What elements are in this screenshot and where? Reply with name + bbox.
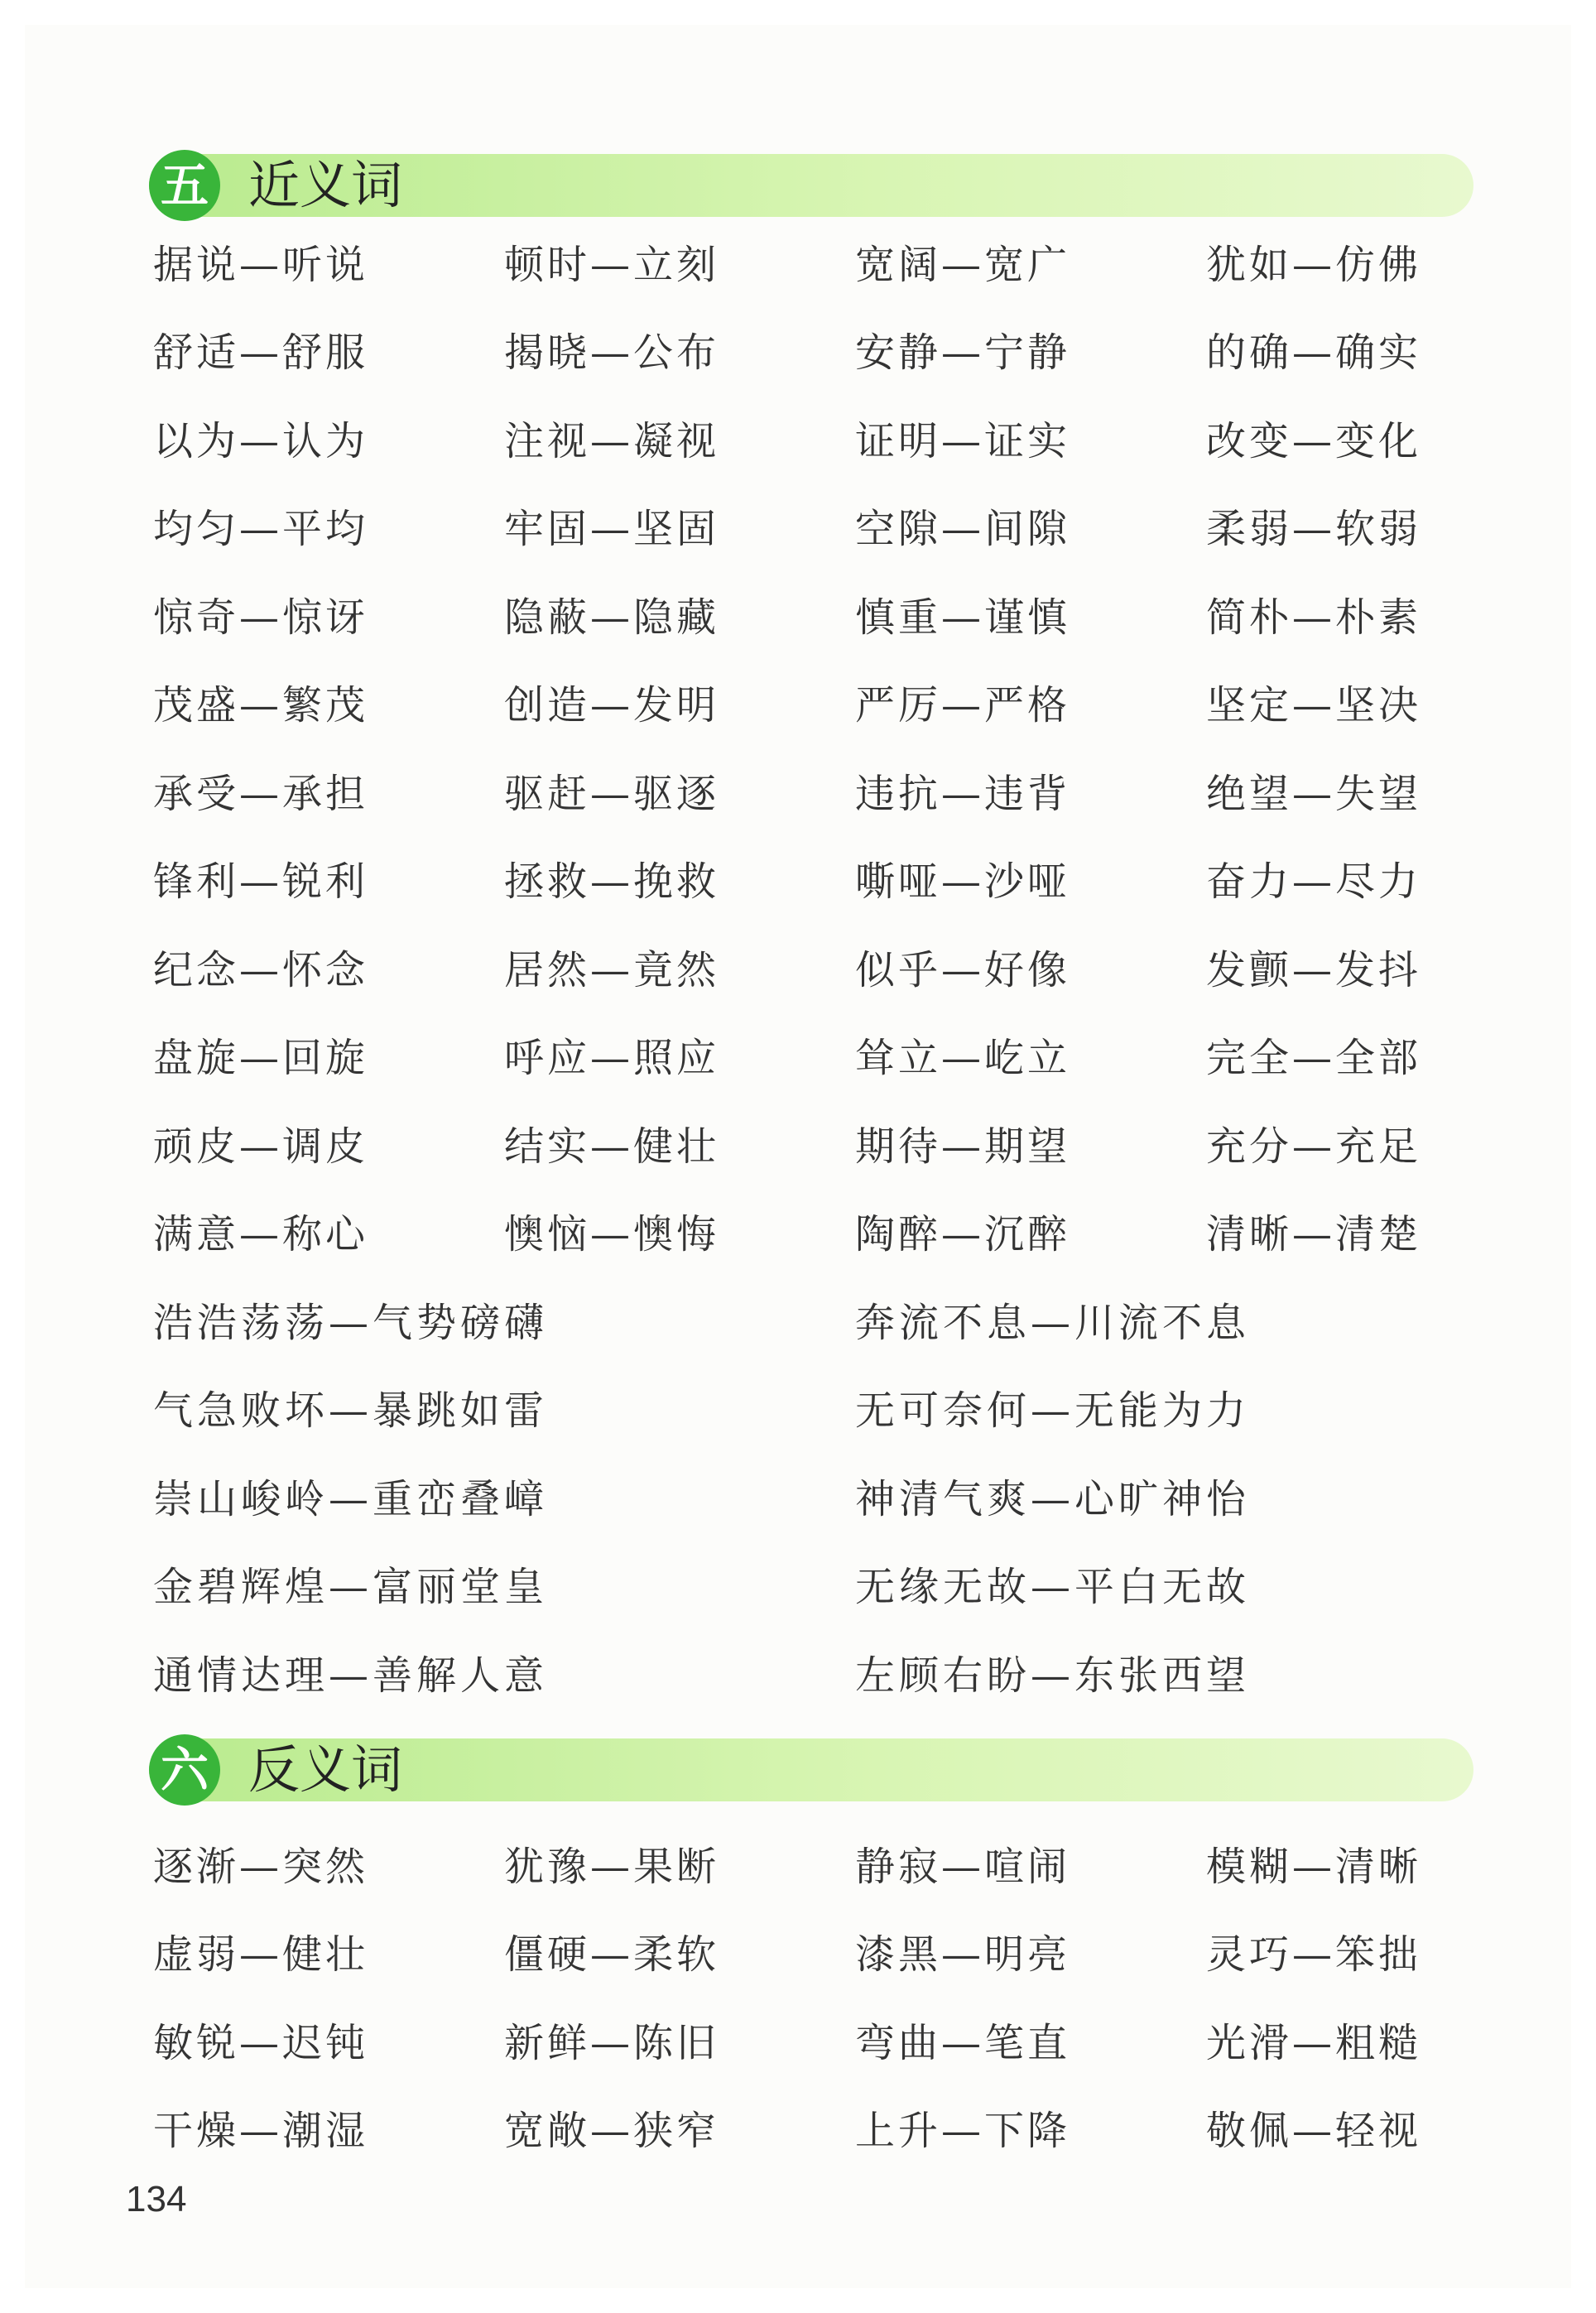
synonym-pair: 改变—变化 xyxy=(1206,417,1422,464)
synonym-pair: 安静—宁静 xyxy=(855,329,1071,377)
antonym-pair: 上升—下降 xyxy=(855,2108,1071,2155)
synonym-idiom-pair: 通情达理—善解人意 xyxy=(153,1652,549,1699)
synonyms-title: 近义词 xyxy=(248,155,403,215)
synonym-pair: 拯救—挽救 xyxy=(504,858,720,906)
antonym-pair: 敬佩—轻视 xyxy=(1206,2108,1422,2155)
antonym-pair: 犹豫—果断 xyxy=(504,1843,720,1890)
synonym-pair: 舒适—舒服 xyxy=(153,329,369,377)
synonym-pairs-grid xyxy=(153,217,1511,1275)
synonym-pair: 均匀—平均 xyxy=(153,506,369,553)
synonym-pair: 懊恼—懊悔 xyxy=(504,1211,720,1258)
synonym-pair: 居然—竟然 xyxy=(504,946,720,993)
synonym-pair: 违抗—违背 xyxy=(855,770,1071,817)
synonym-pair: 盘旋—回旋 xyxy=(153,1035,369,1082)
antonym-pair: 逐渐—突然 xyxy=(153,1843,369,1890)
synonym-pair: 注视—凝视 xyxy=(504,417,720,464)
synonym-pair: 柔弱—软弱 xyxy=(1206,506,1422,553)
synonym-pair: 驱赶—驱逐 xyxy=(504,770,720,817)
synonym-pair: 慎重—谨慎 xyxy=(855,594,1071,641)
synonym-pair: 坚定—坚决 xyxy=(1206,682,1422,729)
page-number: 134 xyxy=(126,2179,187,2219)
synonym-idiom-pair: 左顾右盼—东张西望 xyxy=(855,1652,1251,1699)
synonym-pair: 陶醉—沉醉 xyxy=(855,1211,1071,1258)
synonym-idiom-pair: 金碧辉煌—富丽堂皇 xyxy=(153,1564,549,1611)
antonym-pair: 宽敞—狭窄 xyxy=(504,2108,720,2155)
synonym-pair: 满意—称心 xyxy=(153,1211,369,1258)
synonym-pair: 犹如—仿佛 xyxy=(1206,241,1422,288)
antonym-pair: 虚弱—健壮 xyxy=(153,1931,369,1979)
synonym-pair: 期待—期望 xyxy=(855,1123,1071,1170)
antonyms-number-badge: 六 xyxy=(149,1734,220,1806)
synonym-pair: 清晰—清楚 xyxy=(1206,1211,1422,1258)
antonym-pair: 漆黑—明亮 xyxy=(855,1931,1071,1979)
antonym-pair: 新鲜—陈旧 xyxy=(504,2019,720,2066)
antonym-pairs-grid xyxy=(153,1819,1511,2171)
synonym-pair: 嘶哑—沙哑 xyxy=(855,858,1071,906)
synonym-pair: 承受—承担 xyxy=(153,770,369,817)
synonym-pair: 以为—认为 xyxy=(153,417,369,464)
antonym-pair: 弯曲—笔直 xyxy=(855,2019,1071,2066)
synonym-idiom-pair: 奔流不息—川流不息 xyxy=(855,1299,1251,1346)
synonym-pair: 据说—听说 xyxy=(153,241,369,288)
synonym-pair: 宽阔—宽广 xyxy=(855,241,1071,288)
synonym-pair: 耸立—屹立 xyxy=(855,1035,1071,1082)
antonym-pair: 静寂—喧闹 xyxy=(855,1843,1071,1890)
synonym-idiom-pair: 无可奈何—无能为力 xyxy=(855,1387,1251,1435)
synonym-idiom-pair: 无缘无故—平白无故 xyxy=(855,1564,1251,1611)
synonym-idiom-pair: 神清气爽—心旷神怡 xyxy=(855,1475,1251,1522)
antonym-pair: 敏锐—迟钝 xyxy=(153,2019,369,2066)
synonym-pair: 充分—充足 xyxy=(1206,1123,1422,1170)
synonym-pair: 隐蔽—隐藏 xyxy=(504,594,720,641)
antonym-pair: 干燥—潮湿 xyxy=(153,2108,369,2155)
antonyms-title: 反义词 xyxy=(248,1739,403,1800)
synonym-pair: 结实—健壮 xyxy=(504,1123,720,1170)
synonym-pair: 证明—证实 xyxy=(855,417,1071,464)
synonym-pair: 发颤—发抖 xyxy=(1206,946,1422,993)
synonym-pair: 简朴—朴素 xyxy=(1206,594,1422,641)
synonym-pair: 奋力—尽力 xyxy=(1206,858,1422,906)
synonym-pair: 绝望—失望 xyxy=(1206,770,1422,817)
synonym-pair: 顽皮—调皮 xyxy=(153,1123,369,1170)
synonym-pair: 似乎—好像 xyxy=(855,946,1071,993)
synonym-idioms-grid xyxy=(153,1275,1511,1716)
synonyms-number-badge: 五 xyxy=(149,150,220,221)
synonym-pair: 空隙—间隙 xyxy=(855,506,1071,553)
synonym-pair: 创造—发明 xyxy=(504,682,720,729)
synonym-pair: 顿时—立刻 xyxy=(504,241,720,288)
synonym-pair: 完全—全部 xyxy=(1206,1035,1422,1082)
synonym-pair: 牢固—坚固 xyxy=(504,506,720,553)
synonym-pair: 锋利—锐利 xyxy=(153,858,369,906)
synonym-pair: 茂盛—繁茂 xyxy=(153,682,369,729)
synonym-pair: 严厉—严格 xyxy=(855,682,1071,729)
synonym-idiom-pair: 气急败坏—暴跳如雷 xyxy=(153,1387,549,1435)
antonym-pair: 僵硬—柔软 xyxy=(504,1931,720,1979)
synonym-pair: 的确—确实 xyxy=(1206,329,1422,377)
synonym-pair: 惊奇—惊讶 xyxy=(153,594,369,641)
synonym-idiom-pair: 浩浩荡荡—气势磅礴 xyxy=(153,1299,549,1346)
antonym-pair: 灵巧—笨拙 xyxy=(1206,1931,1422,1979)
antonym-pair: 光滑—粗糙 xyxy=(1206,2019,1422,2066)
synonym-pair: 纪念—怀念 xyxy=(153,946,369,993)
synonym-idiom-pair: 崇山峻岭—重峦叠嶂 xyxy=(153,1475,549,1522)
antonym-pair: 模糊—清晰 xyxy=(1206,1843,1422,1890)
synonym-pair: 揭晓—公布 xyxy=(504,329,720,377)
synonym-pair: 呼应—照应 xyxy=(504,1035,720,1082)
